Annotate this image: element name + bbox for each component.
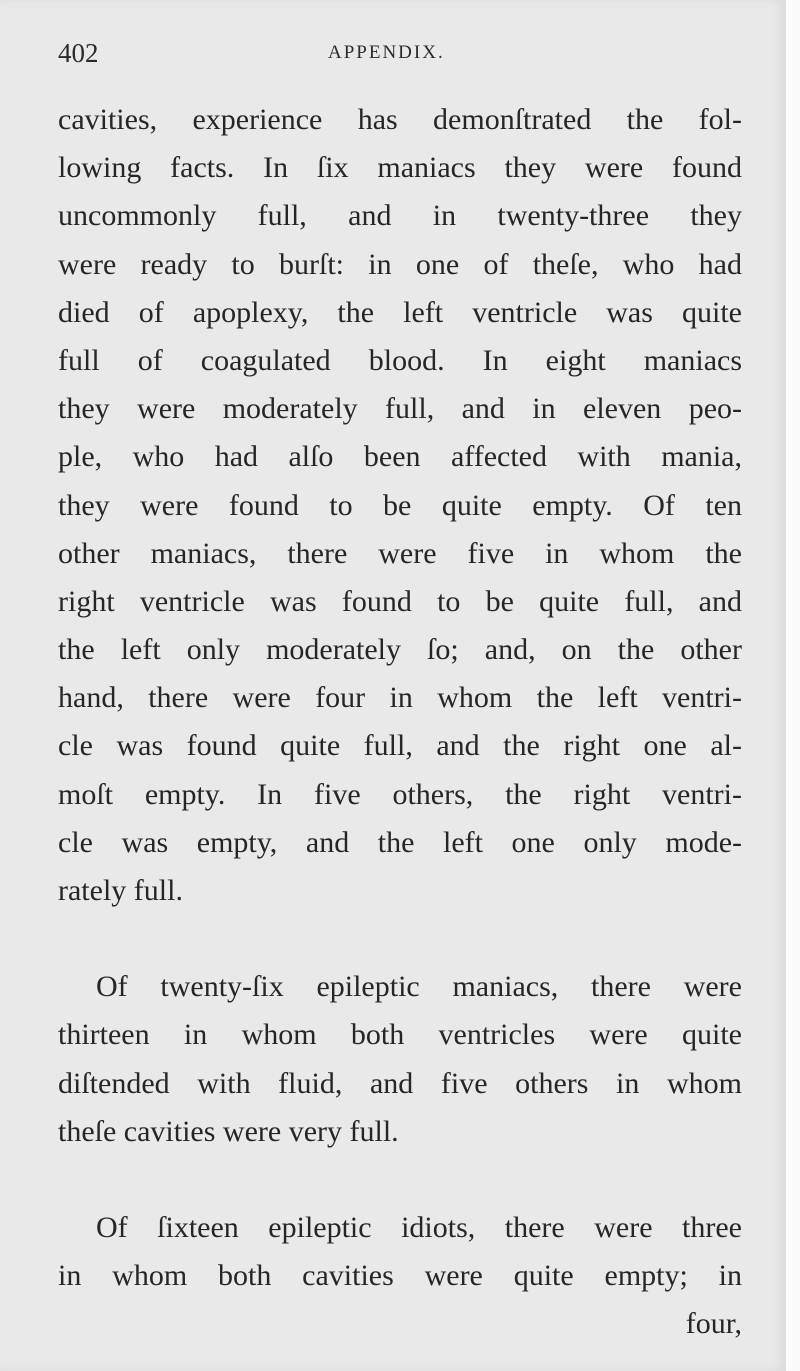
text-line: the left only moderately ſo; and, on the other — [58, 633, 742, 667]
text-line: rately full. — [58, 874, 183, 907]
text-line: they were moderately full, and in eleven peo- — [58, 392, 742, 426]
text-line: died of apoplexy, the left ventricle was quite — [58, 295, 742, 329]
page-number: 402 — [58, 38, 99, 68]
paragraph-gap — [58, 1156, 742, 1204]
text-line: Of twenty-ſix epileptic maniacs, there were — [96, 970, 742, 1004]
page-body — [58, 96, 742, 1349]
text-line: right ventricle was found to be quite full, and — [58, 584, 742, 618]
page-margin — [786, 0, 800, 1371]
text-line: lowing facts. In ſix maniacs they were found — [58, 151, 742, 185]
text-line: cavities, experience has demonſtrated the fol- — [58, 103, 742, 136]
text-line: thirteen in whom both ventricles were quite — [58, 1018, 742, 1052]
text-line: in whom both cavities were quite empty; in — [58, 1259, 742, 1293]
text-line: Of ſixteen epileptic idiots, there were three — [96, 1210, 742, 1244]
paragraph-gap — [58, 915, 742, 963]
paragraph — [58, 1204, 742, 1300]
text-line: ple, who had alſo been affected with mania, — [58, 440, 742, 474]
paragraph — [58, 963, 742, 1156]
catchword: four, — [685, 1307, 742, 1341]
text-line: moſt empty. In five others, the right ventri- — [58, 777, 742, 811]
text-line: cle was found quite full, and the right one al- — [58, 729, 742, 763]
text-line: hand, there were four in whom the left ventri- — [58, 681, 742, 715]
running-head: APPENDIX. — [328, 42, 445, 63]
text-line: other maniacs, there were five in whom the — [58, 536, 742, 570]
text-line: cle was empty, and the left one only mode- — [58, 825, 742, 859]
text-line: they were found to be quite empty. Of ten — [58, 488, 742, 522]
text-line: diſtended with fluid, and five others in whom — [58, 1066, 742, 1100]
text-line: theſe cavities were very full. — [58, 1114, 399, 1148]
text-line: uncommonly full, and in twenty-three they — [58, 199, 742, 233]
text-line: full of coagulated blood. In eight maniacs — [58, 343, 742, 377]
page-header — [58, 38, 742, 72]
paragraph — [58, 96, 742, 915]
text-line: were ready to burſt: in one of theſe, who had — [58, 247, 742, 281]
